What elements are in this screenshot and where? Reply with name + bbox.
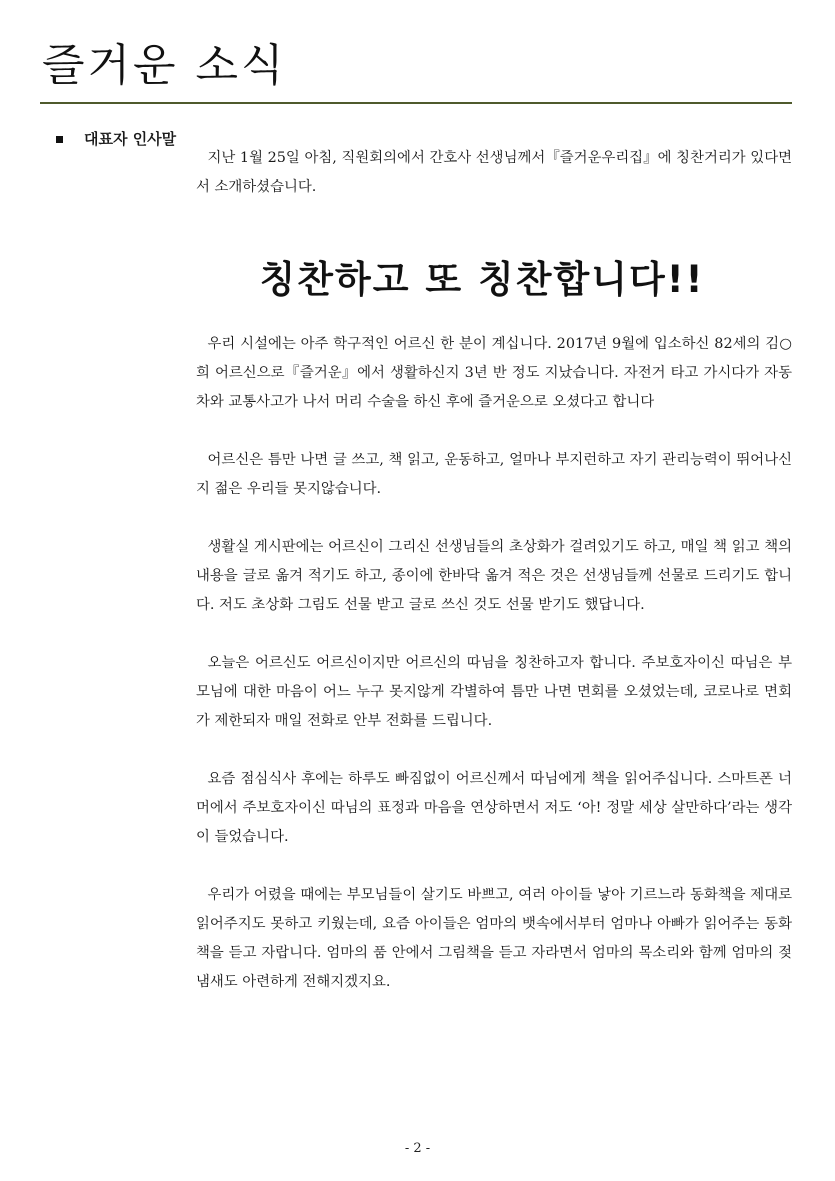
body-paragraph-3: 생활실 게시판에는 어르신이 그리신 선생님들의 초상화가 걸려있기도 하고, 매일 책 읽고 책의 내용을 글로 옮겨 적기도 하고, 종이에 한바닥 옮겨 적은 것은 선생님들께 선물로 드리기도 합니다. 저도 초상화 그림도 선물 받고 글로 쓰신 것도 선물 받기도 했답니다. (196, 539, 792, 613)
body-paragraph-2: 어르신은 틈만 나면 글 쓰고, 책 읽고, 운동하고, 얼마나 부지런하고 자기 관리능력이 뛰어나신지 젊은 우리들 못지않습니다. (196, 452, 792, 497)
article-headline: 칭찬하고 또 칭찬합니다!! (259, 258, 705, 301)
article-body (196, 144, 792, 997)
body-paragraph-1: 우리 시설에는 아주 학구적인 어르신 한 분이 계십니다. 2017년 9월에 입소하신 82세의 김○희 어르신으로『즐거운』에서 생활하신지 3년 반 정도 지났습니다. 자전거 타고 가시다가 자동차와 교통사고가 나서 머리 수술을 하신 후에 즐거운으로 오셨다고 합니다 (196, 336, 792, 410)
intro-paragraph: 지난 1월 25일 아침, 직원회의에서 간호사 선생님께서『즐거운우리집』에 칭찬거리가 있다면서 소개하셨습니다. (196, 150, 792, 195)
square-bullet-icon (56, 136, 63, 143)
title-divider (40, 102, 792, 104)
body-paragraph-4: 오늘은 어르신도 어르신이지만 어르신의 따님을 칭찬하고자 합니다. 주보호자이신 따님은 부모님에 대한 마음이 어느 누구 못지않게 각별하여 틈만 나면 면회를 오셨었는데, 코로나로 면회가 제한되자 매일 전화로 안부 전화를 드립니다. (196, 655, 792, 729)
body-paragraph-5: 요즘 점심식사 후에는 하루도 빠짐없이 어르신께서 따님에게 책을 읽어주십니다. 스마트폰 너머에서 주보호자이신 따님의 표정과 마음을 연상하면서 저도 ‘아! 정말 세상 살만하다’라는 생각이 들었습니다. (196, 771, 792, 845)
body-paragraph-6: 우리가 어렸을 때에는 부모님들이 살기도 바쁘고, 여러 아이들 낳아 기르느라 동화책을 제대로 읽어주지도 못하고 키웠는데, 요즘 아이들은 엄마의 뱃속에서부터 엄마나 아빠가 읽어주는 동화책을 듣고 자랍니다. 엄마의 품 안에서 그림책을 듣고 자라면서 엄마의 목소리와 함께 엄마의 젖 냄새도 아련하게 전해지겠지요. (196, 887, 792, 990)
page-title: 즐거운 소식 (42, 40, 287, 91)
page-number: - 2 - (404, 1141, 431, 1156)
section-label: 대표자 인사말 (84, 130, 177, 148)
